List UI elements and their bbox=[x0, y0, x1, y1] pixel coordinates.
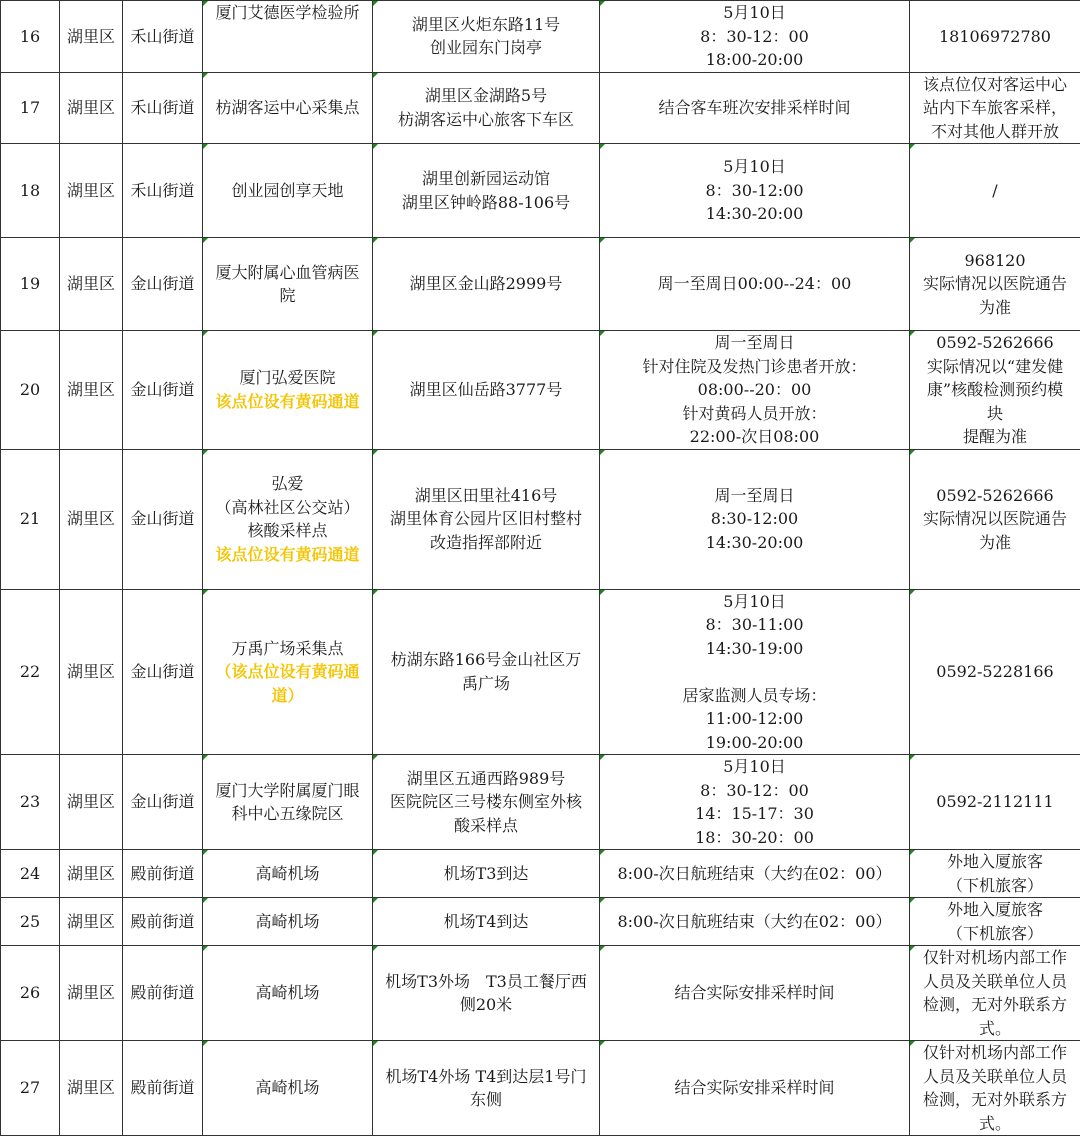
time-cell-line: 周一至周日 bbox=[602, 331, 907, 355]
row-number: 25 bbox=[1, 898, 60, 946]
site-cell-line: （高林社区公交站） bbox=[205, 496, 370, 520]
address-cell-line: 侧20米 bbox=[375, 993, 597, 1017]
site-cell bbox=[203, 72, 373, 144]
site-cell bbox=[203, 755, 373, 850]
site-cell bbox=[203, 1041, 373, 1136]
district-cell: 湖里区 bbox=[60, 72, 123, 144]
time-cell-line: 8:00-次日航班结束（大约在02：00） bbox=[602, 862, 907, 886]
address-cell-line: 湖里体育公园片区旧村整村 bbox=[375, 507, 597, 531]
time-cell-line: 周一至周日00:00--24：00 bbox=[602, 272, 907, 296]
address-cell-line: 禹广场 bbox=[375, 672, 597, 696]
table-row bbox=[1, 850, 1080, 898]
site-cell-line: 道） bbox=[205, 684, 370, 708]
contact-cell-line: 18106972780 bbox=[912, 25, 1078, 49]
site-cell bbox=[203, 1, 373, 73]
address-cell bbox=[373, 72, 600, 144]
time-cell-line: 14:30-19:00 bbox=[602, 637, 907, 661]
contact-cell-line: 人员及关联单位人员 bbox=[912, 970, 1078, 994]
time-cell-line: 5月10日 bbox=[602, 1, 907, 25]
street-cell: 金山街道 bbox=[123, 238, 203, 331]
contact-cell-line: 0592-2112111 bbox=[912, 790, 1078, 814]
site-cell-line: 枋湖客运中心采集点 bbox=[205, 96, 370, 120]
address-cell-line: 创业园东门岗亭 bbox=[375, 36, 597, 60]
district-cell: 湖里区 bbox=[60, 946, 123, 1041]
time-cell-line: 11:00-12:00 bbox=[602, 707, 907, 731]
table-body bbox=[1, 1, 1080, 1136]
time-cell-line: 14:30-20:00 bbox=[602, 202, 907, 226]
contact-cell-line: 0592-5228166 bbox=[912, 660, 1078, 684]
address-cell bbox=[373, 331, 600, 450]
address-cell-line: 枋湖东路166号金山社区万 bbox=[375, 648, 597, 672]
address-cell-line: 机场T3外场 T3员工餐厅西 bbox=[375, 970, 597, 994]
site-cell bbox=[203, 238, 373, 331]
time-cell bbox=[600, 755, 910, 850]
contact-cell-line: 为准 bbox=[912, 296, 1078, 320]
contact-cell-line: 式。 bbox=[912, 1017, 1078, 1041]
district-cell: 湖里区 bbox=[60, 144, 123, 238]
row-number: 26 bbox=[1, 946, 60, 1041]
contact-cell-line: 仅针对机场内部工作 bbox=[912, 946, 1078, 970]
address-cell bbox=[373, 946, 600, 1041]
address-cell-line: 机场T4到达 bbox=[375, 910, 597, 934]
table-row bbox=[1, 144, 1080, 238]
time-cell bbox=[600, 449, 910, 589]
contact-cell-line: 检测，无对外联系方 bbox=[912, 993, 1078, 1017]
table-row bbox=[1, 589, 1080, 755]
contact-cell-line: 实际情况以医院通告 bbox=[912, 272, 1078, 296]
district-cell: 湖里区 bbox=[60, 331, 123, 450]
contact-cell bbox=[910, 238, 1080, 331]
time-cell bbox=[600, 144, 910, 238]
contact-cell-line: （下机旅客） bbox=[912, 874, 1078, 898]
address-cell-line: 机场T4外场 T4到达层1号门 bbox=[375, 1065, 597, 1089]
row-number: 27 bbox=[1, 1041, 60, 1136]
time-cell-line: 14:30-20:00 bbox=[602, 531, 907, 555]
contact-cell-line: 仅针对机场内部工作 bbox=[912, 1041, 1078, 1065]
address-cell-line: 酸采样点 bbox=[375, 814, 597, 838]
time-cell-line bbox=[602, 660, 907, 684]
time-cell-line: 14：15-17：30 bbox=[602, 802, 907, 826]
row-number: 16 bbox=[1, 1, 60, 73]
address-cell bbox=[373, 1, 600, 73]
contact-cell-line: 0592-5262666 bbox=[912, 331, 1078, 355]
district-cell: 湖里区 bbox=[60, 755, 123, 850]
row-number: 17 bbox=[1, 72, 60, 144]
time-cell-line: 18:00-20:00 bbox=[602, 48, 907, 72]
time-cell bbox=[600, 589, 910, 755]
table-row bbox=[1, 946, 1080, 1041]
contact-cell bbox=[910, 1, 1080, 73]
contact-cell-line: 不对其他人群开放 bbox=[912, 120, 1078, 144]
street-cell: 金山街道 bbox=[123, 755, 203, 850]
contact-cell-line: 968120 bbox=[912, 249, 1078, 273]
site-cell-line: 高崎机场 bbox=[205, 1076, 370, 1100]
contact-cell-line: 为准 bbox=[912, 531, 1078, 555]
site-cell-line: 高崎机场 bbox=[205, 981, 370, 1005]
district-cell: 湖里区 bbox=[60, 1, 123, 73]
site-cell bbox=[203, 589, 373, 755]
address-cell-line: 湖里区钟岭路88-106号 bbox=[375, 191, 597, 215]
table-row bbox=[1, 755, 1080, 850]
time-cell-line: 22:00-次日08:00 bbox=[602, 425, 907, 449]
time-cell-line: 8：30-12:00 bbox=[602, 179, 907, 203]
contact-cell-line: 式。 bbox=[912, 1112, 1078, 1136]
contact-cell-line: 实际情况以医院通告 bbox=[912, 507, 1078, 531]
street-cell: 禾山街道 bbox=[123, 1, 203, 73]
row-number: 24 bbox=[1, 850, 60, 898]
address-cell bbox=[373, 1041, 600, 1136]
time-cell-line: 8：30-12：00 bbox=[602, 779, 907, 803]
time-cell-line: 08:00--20：00 bbox=[602, 378, 907, 402]
time-cell-line: 8:30-12:00 bbox=[602, 507, 907, 531]
street-cell: 金山街道 bbox=[123, 449, 203, 589]
time-cell bbox=[600, 946, 910, 1041]
site-cell-line: 厦大附属心血管病医 bbox=[205, 261, 370, 285]
row-number: 18 bbox=[1, 144, 60, 238]
table-row bbox=[1, 1, 1080, 73]
time-cell-line: 5月10日 bbox=[602, 755, 907, 779]
contact-cell bbox=[910, 331, 1080, 450]
district-cell: 湖里区 bbox=[60, 238, 123, 331]
street-cell: 禾山街道 bbox=[123, 72, 203, 144]
contact-cell-line: 外地入厦旅客 bbox=[912, 898, 1078, 922]
time-cell-line: 针对黄码人员开放： bbox=[602, 402, 907, 426]
address-cell-line: 湖里区田里社416号 bbox=[375, 484, 597, 508]
time-cell-line: 5月10日 bbox=[602, 155, 907, 179]
row-number: 19 bbox=[1, 238, 60, 331]
time-cell-line: 周一至周日 bbox=[602, 484, 907, 508]
time-cell-line: 8：30-12：00 bbox=[602, 25, 907, 49]
time-cell bbox=[600, 1041, 910, 1136]
contact-cell bbox=[910, 589, 1080, 755]
contact-cell bbox=[910, 1041, 1080, 1136]
address-cell bbox=[373, 755, 600, 850]
time-cell-line: 居家监测人员专场： bbox=[602, 684, 907, 708]
time-cell bbox=[600, 72, 910, 144]
row-number: 23 bbox=[1, 755, 60, 850]
site-cell bbox=[203, 331, 373, 450]
site-cell-line: 核酸采样点 bbox=[205, 519, 370, 543]
site-cell-line: （该点位设有黄码通 bbox=[205, 660, 370, 684]
time-cell-line: 结合实际安排采样时间 bbox=[602, 1076, 907, 1100]
time-cell-line: 结合客车班次安排采样时间 bbox=[602, 96, 907, 120]
street-cell: 金山街道 bbox=[123, 589, 203, 755]
site-cell bbox=[203, 946, 373, 1041]
contact-cell-line: 块 bbox=[912, 402, 1078, 426]
street-cell: 金山街道 bbox=[123, 331, 203, 450]
address-cell bbox=[373, 898, 600, 946]
contact-cell-line: 康”核酸检测预约模 bbox=[912, 378, 1078, 402]
district-cell: 湖里区 bbox=[60, 898, 123, 946]
time-cell-line: 19:00-20:00 bbox=[602, 731, 907, 755]
address-cell bbox=[373, 589, 600, 755]
contact-cell bbox=[910, 449, 1080, 589]
address-cell-line: 改造指挥部附近 bbox=[375, 531, 597, 555]
site-cell-line: 该点位设有黄码通道 bbox=[205, 390, 370, 414]
address-cell bbox=[373, 449, 600, 589]
address-cell-line: 湖里区火炬东路11号 bbox=[375, 13, 597, 37]
contact-cell-line: 实际情况以“建发健 bbox=[912, 355, 1078, 379]
address-cell-line: 湖里创新园运动馆 bbox=[375, 167, 597, 191]
address-cell-line: 东侧 bbox=[375, 1088, 597, 1112]
district-cell: 湖里区 bbox=[60, 850, 123, 898]
time-cell-line: 5月10日 bbox=[602, 590, 907, 614]
row-number: 22 bbox=[1, 589, 60, 755]
street-cell: 殿前街道 bbox=[123, 946, 203, 1041]
street-cell: 殿前街道 bbox=[123, 898, 203, 946]
site-cell-line: 该点位设有黄码通道 bbox=[205, 543, 370, 567]
time-cell-line: 8：30-11:00 bbox=[602, 613, 907, 637]
contact-cell-line: （下机旅客） bbox=[912, 922, 1078, 946]
address-cell-line: 机场T3到达 bbox=[375, 862, 597, 886]
site-cell-line: 厦门弘爱医院 bbox=[205, 366, 370, 390]
district-cell: 湖里区 bbox=[60, 1041, 123, 1136]
time-cell bbox=[600, 331, 910, 450]
table-row bbox=[1, 449, 1080, 589]
table-row bbox=[1, 331, 1080, 450]
contact-cell bbox=[910, 72, 1080, 144]
district-cell: 湖里区 bbox=[60, 589, 123, 755]
site-cell bbox=[203, 449, 373, 589]
time-cell-line: 8:00-次日航班结束（大约在02：00） bbox=[602, 910, 907, 934]
contact-cell-line: / bbox=[912, 179, 1078, 203]
contact-cell bbox=[910, 850, 1080, 898]
address-cell-line: 湖里区五通西路989号 bbox=[375, 767, 597, 791]
contact-cell-line: 0592-5262666 bbox=[912, 484, 1078, 508]
time-cell bbox=[600, 238, 910, 331]
table-row bbox=[1, 72, 1080, 144]
contact-cell-line: 站内下车旅客采样， bbox=[912, 96, 1078, 120]
contact-cell-line: 检测，无对外联系方 bbox=[912, 1088, 1078, 1112]
site-cell-line: 万禹广场采集点 bbox=[205, 637, 370, 661]
site-cell bbox=[203, 144, 373, 238]
time-cell bbox=[600, 850, 910, 898]
contact-cell bbox=[910, 144, 1080, 238]
street-cell: 禾山街道 bbox=[123, 144, 203, 238]
time-cell bbox=[600, 898, 910, 946]
contact-cell bbox=[910, 946, 1080, 1041]
address-cell bbox=[373, 850, 600, 898]
address-cell-line: 枋湖客运中心旅客下车区 bbox=[375, 108, 597, 132]
time-cell-line: 针对住院及发热门诊患者开放： bbox=[602, 355, 907, 379]
site-cell-line: 院 bbox=[205, 284, 370, 308]
address-cell bbox=[373, 144, 600, 238]
site-cell-line: 科中心五缘院区 bbox=[205, 802, 370, 826]
time-cell-line: 18：30-20：00 bbox=[602, 826, 907, 850]
contact-cell-line: 人员及关联单位人员 bbox=[912, 1065, 1078, 1089]
site-cell-line: 高崎机场 bbox=[205, 910, 370, 934]
address-cell bbox=[373, 238, 600, 331]
contact-cell bbox=[910, 898, 1080, 946]
contact-cell-line: 外地入厦旅客 bbox=[912, 850, 1078, 874]
address-cell-line: 湖里区仙岳路3777号 bbox=[375, 378, 597, 402]
site-cell-line: 厦门大学附属厦门眼 bbox=[205, 779, 370, 803]
time-cell bbox=[600, 1, 910, 73]
table-row bbox=[1, 238, 1080, 331]
contact-cell-line: 该点位仅对客运中心 bbox=[912, 73, 1078, 97]
contact-cell bbox=[910, 755, 1080, 850]
contact-cell-line: 提醒为准 bbox=[912, 425, 1078, 449]
site-cell-line: 创业园创享天地 bbox=[205, 179, 370, 203]
address-cell-line: 湖里区金湖路5号 bbox=[375, 84, 597, 108]
site-cell bbox=[203, 898, 373, 946]
address-cell-line: 医院院区三号楼东侧室外核 bbox=[375, 790, 597, 814]
site-cell bbox=[203, 850, 373, 898]
site-cell-line: 厦门艾德医学检验所 bbox=[205, 1, 370, 25]
table-row bbox=[1, 1041, 1080, 1136]
street-cell: 殿前街道 bbox=[123, 1041, 203, 1136]
time-cell-line: 结合实际安排采样时间 bbox=[602, 981, 907, 1005]
site-cell-line: 弘爱 bbox=[205, 472, 370, 496]
row-number: 21 bbox=[1, 449, 60, 589]
row-number: 20 bbox=[1, 331, 60, 450]
street-cell: 殿前街道 bbox=[123, 850, 203, 898]
address-cell-line: 湖里区金山路2999号 bbox=[375, 272, 597, 296]
table-row bbox=[1, 898, 1080, 946]
site-cell-line: 高崎机场 bbox=[205, 862, 370, 886]
district-cell: 湖里区 bbox=[60, 449, 123, 589]
